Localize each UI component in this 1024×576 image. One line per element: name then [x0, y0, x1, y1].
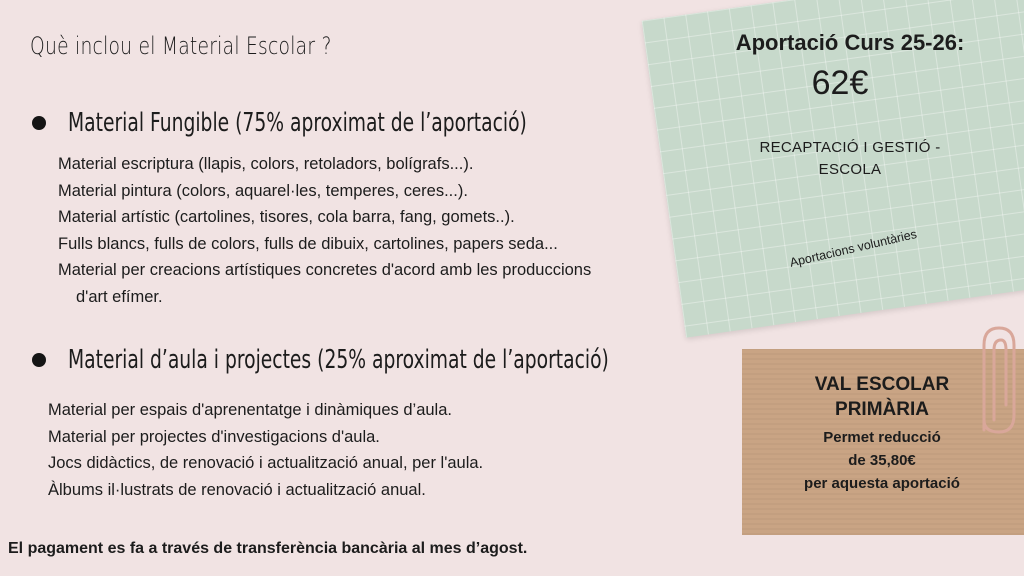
section-heading-text: Material d’aula i projectes (25% aproximat de l’aportació) [68, 345, 609, 375]
section-heading-text: Material Fungible (75% aproximat de l’aportació) [68, 108, 527, 138]
voluntary-note: Aportacions voluntàries [788, 226, 919, 270]
contribution-management [690, 137, 1010, 181]
voucher-title-line: VAL ESCOLAR [814, 374, 950, 395]
list-item: Material escriptura (llapis, colors, retoladors, bolígrafs...). [58, 155, 474, 173]
voucher-line: de 35,80€ [848, 452, 916, 469]
bullet-icon [32, 353, 46, 367]
management-line: ESCOLA [818, 161, 882, 178]
contribution-heading: Aportació Curs 25-26: [735, 30, 965, 55]
fungible-list [58, 151, 591, 310]
contribution-content [690, 30, 1010, 181]
contribution-amount: 62€ [811, 64, 869, 102]
page-title: Què inclou el Material Escolar ? [30, 32, 332, 60]
list-item: d'art efímer. [76, 287, 163, 306]
voucher-line: per aquesta aportació [804, 475, 960, 492]
list-item: Material pintura (colors, aquarel·les, temperes, ceres...). [58, 181, 468, 200]
management-line: RECAPTACIÓ I GESTIÓ - [759, 139, 941, 156]
payment-note: El pagament es fa a través de transferència bancària al mes d’agost. [8, 540, 528, 557]
list-item: Jocs didàctics, de renovació i actualització anual, per l'aula. [48, 454, 484, 472]
section-heading-fungible [32, 108, 705, 138]
list-item: Material artístic (cartolines, tisores, cola barra, fang, gomets..). [58, 208, 515, 226]
list-item: Àlbums il·lustrats de renovació i actualització anual. [48, 480, 426, 499]
voucher-line: Permet reducció [823, 429, 941, 446]
bullet-icon [32, 116, 46, 130]
list-item: Fulls blancs, fulls de colors, fulls de dibuix, cartolines, papers seda... [58, 234, 558, 253]
section-heading-aula [32, 345, 819, 375]
list-item: Material per espais d'aprenentatge i dinàmiques d’aula. [48, 401, 452, 419]
list-item: Material per creacions artístiques concretes d'acord amb les produccions [58, 261, 592, 279]
aula-list [48, 397, 483, 503]
paperclip-icon [954, 320, 1024, 440]
list-item: Material per projectes d'investigacions d'aula. [48, 427, 380, 446]
voucher-title-line: PRIMÀRIA [835, 399, 929, 420]
